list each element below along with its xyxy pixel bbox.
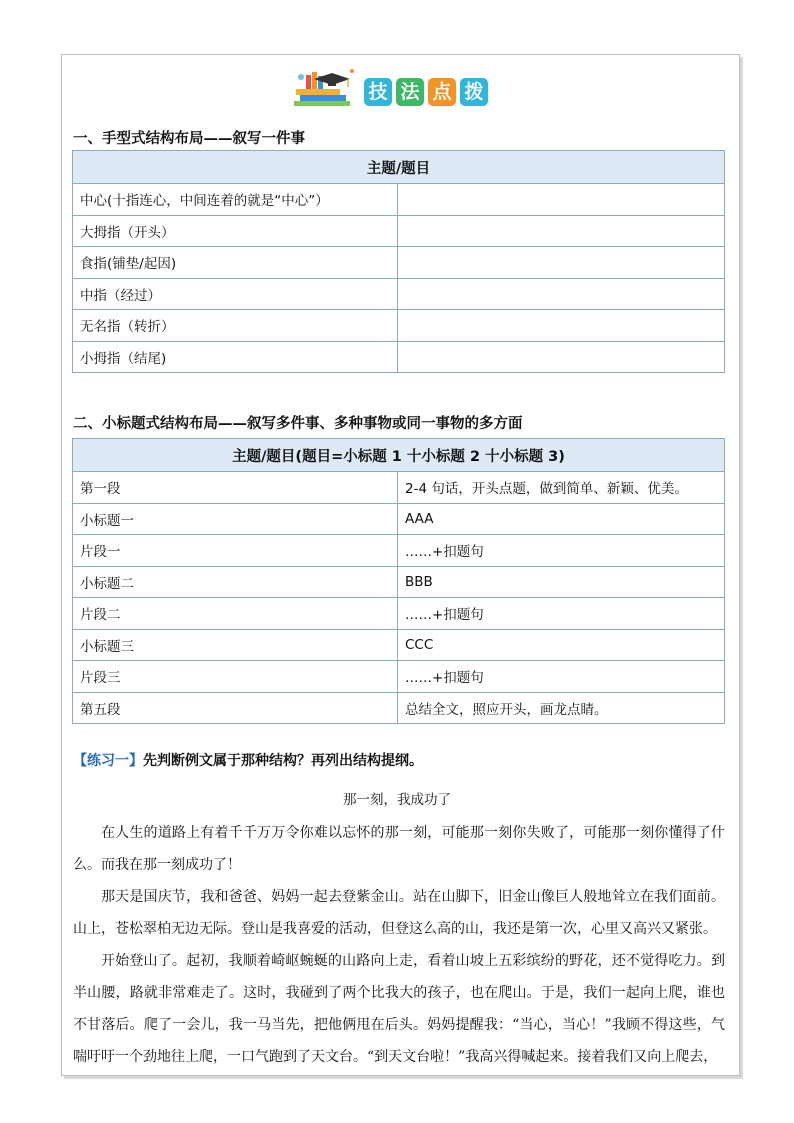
row-label: 食指(铺垫/起因) xyxy=(73,247,398,279)
banner-char-2: 法 xyxy=(396,78,424,106)
table-row xyxy=(73,503,725,535)
row-content: ……+扣题句 xyxy=(398,661,725,693)
table-row xyxy=(73,535,725,567)
subtitle-structure-table xyxy=(72,438,725,724)
row-content: AAA xyxy=(398,503,725,535)
essay-paragraph: 那天是国庆节，我和爸爸、妈妈一起去登紫金山。站在山脚下，旧金山像巨人般地耸立在我们面前。山上，苍松翠柏无边无际。登山是我喜爱的活动，但登这么高的山，我还是第一次，心里又高兴又紧张。 xyxy=(73,889,725,937)
essay-paragraph: 开始登山了。起初，我顺着崎岖蜿蜒的山路向上走，看着山坡上五彩缤纷的野花，还不觉得吃力。到半山腰，路就非常难走了。这时，我碰到了两个比我大的孩子，也在爬山。于是，我们一起向上爬，谁也不甘落后。爬了一会儿，我一马当先，把他俩甩在后头。妈妈提醒我：“当心，当心！”我顾不得这些，气喘吁吁一个劲地往上爬，一口气跑到了天文台。“到天文台啦！”我高兴得喊起来。接着我们又向上爬去， xyxy=(73,953,725,1065)
exercise-prompt xyxy=(73,750,423,770)
table-row xyxy=(73,184,725,216)
row-label: 小拇指（结尾) xyxy=(73,341,398,373)
essay-paragraph: 在人生的道路上有着千千万万令你难以忘怀的那一刻，可能那一刻你失败了，可能那一刻你懂得了什么。而我在那一刻成功了！ xyxy=(73,825,725,873)
essay-body xyxy=(73,817,725,1073)
row-content: CCC xyxy=(398,629,725,661)
table-row xyxy=(73,692,725,724)
row-answer-cell[interactable] xyxy=(398,184,725,216)
row-label: 片段二 xyxy=(73,598,398,630)
table-row xyxy=(73,661,725,693)
books-graduation-icon xyxy=(292,67,360,107)
row-answer-cell[interactable] xyxy=(398,215,725,247)
row-answer-cell[interactable] xyxy=(398,310,725,342)
row-label: 小标题三 xyxy=(73,629,398,661)
row-label: 大拇指（开头） xyxy=(73,215,398,247)
table-row xyxy=(73,472,725,504)
table-row xyxy=(73,310,725,342)
row-label: 第一段 xyxy=(73,472,398,504)
table-header-row xyxy=(73,439,725,472)
table-header: 主题/题目(题目=小标题 1 十小标题 2 十小标题 3) xyxy=(73,439,725,472)
hand-structure-table xyxy=(72,150,725,373)
row-label: 第五段 xyxy=(73,692,398,724)
table-row xyxy=(73,278,725,310)
table-header-row xyxy=(73,151,725,184)
row-label: 小标题二 xyxy=(73,566,398,598)
row-content: 2-4 句话，开头点题，做到简单、新颖、优美。 xyxy=(398,472,725,504)
banner-char-3: 点 xyxy=(428,78,456,106)
row-content: BBB xyxy=(398,566,725,598)
row-label: 无名指（转折） xyxy=(73,310,398,342)
row-answer-cell[interactable] xyxy=(398,278,725,310)
row-label: 中指（经过） xyxy=(73,278,398,310)
table-row xyxy=(73,341,725,373)
exercise-tag: 【练习一】 xyxy=(73,753,143,769)
row-label: 片段一 xyxy=(73,535,398,567)
table-row xyxy=(73,629,725,661)
row-answer-cell[interactable] xyxy=(398,341,725,373)
table-row xyxy=(73,247,725,279)
table-row xyxy=(73,566,725,598)
row-content: ……+扣题句 xyxy=(398,598,725,630)
row-label: 中心(十指连心，中间连着的就是“中心”） xyxy=(73,184,398,216)
row-label: 小标题一 xyxy=(73,503,398,535)
row-content: ……+扣题句 xyxy=(398,535,725,567)
section-banner xyxy=(292,63,502,109)
exercise-question: 先判断例文属于那种结构？再列出结构提纲。 xyxy=(143,753,423,769)
essay-title: 那一刻，我成功了 xyxy=(343,792,451,808)
row-content: 总结全文，照应开头，画龙点睛。 xyxy=(398,692,725,724)
banner-char-4: 拨 xyxy=(460,78,488,106)
table-header: 主题/题目 xyxy=(73,151,725,184)
table-row xyxy=(73,598,725,630)
table-row xyxy=(73,215,725,247)
section2-heading: 二、小标题式结构布局——叙写多件事、多种事物或同一事物的多方面 xyxy=(73,416,523,432)
row-answer-cell[interactable] xyxy=(398,247,725,279)
section1-heading: 一、手型式结构布局——叙写一件事 xyxy=(73,131,305,147)
row-label: 片段三 xyxy=(73,661,398,693)
banner-char-1: 技 xyxy=(364,78,392,106)
